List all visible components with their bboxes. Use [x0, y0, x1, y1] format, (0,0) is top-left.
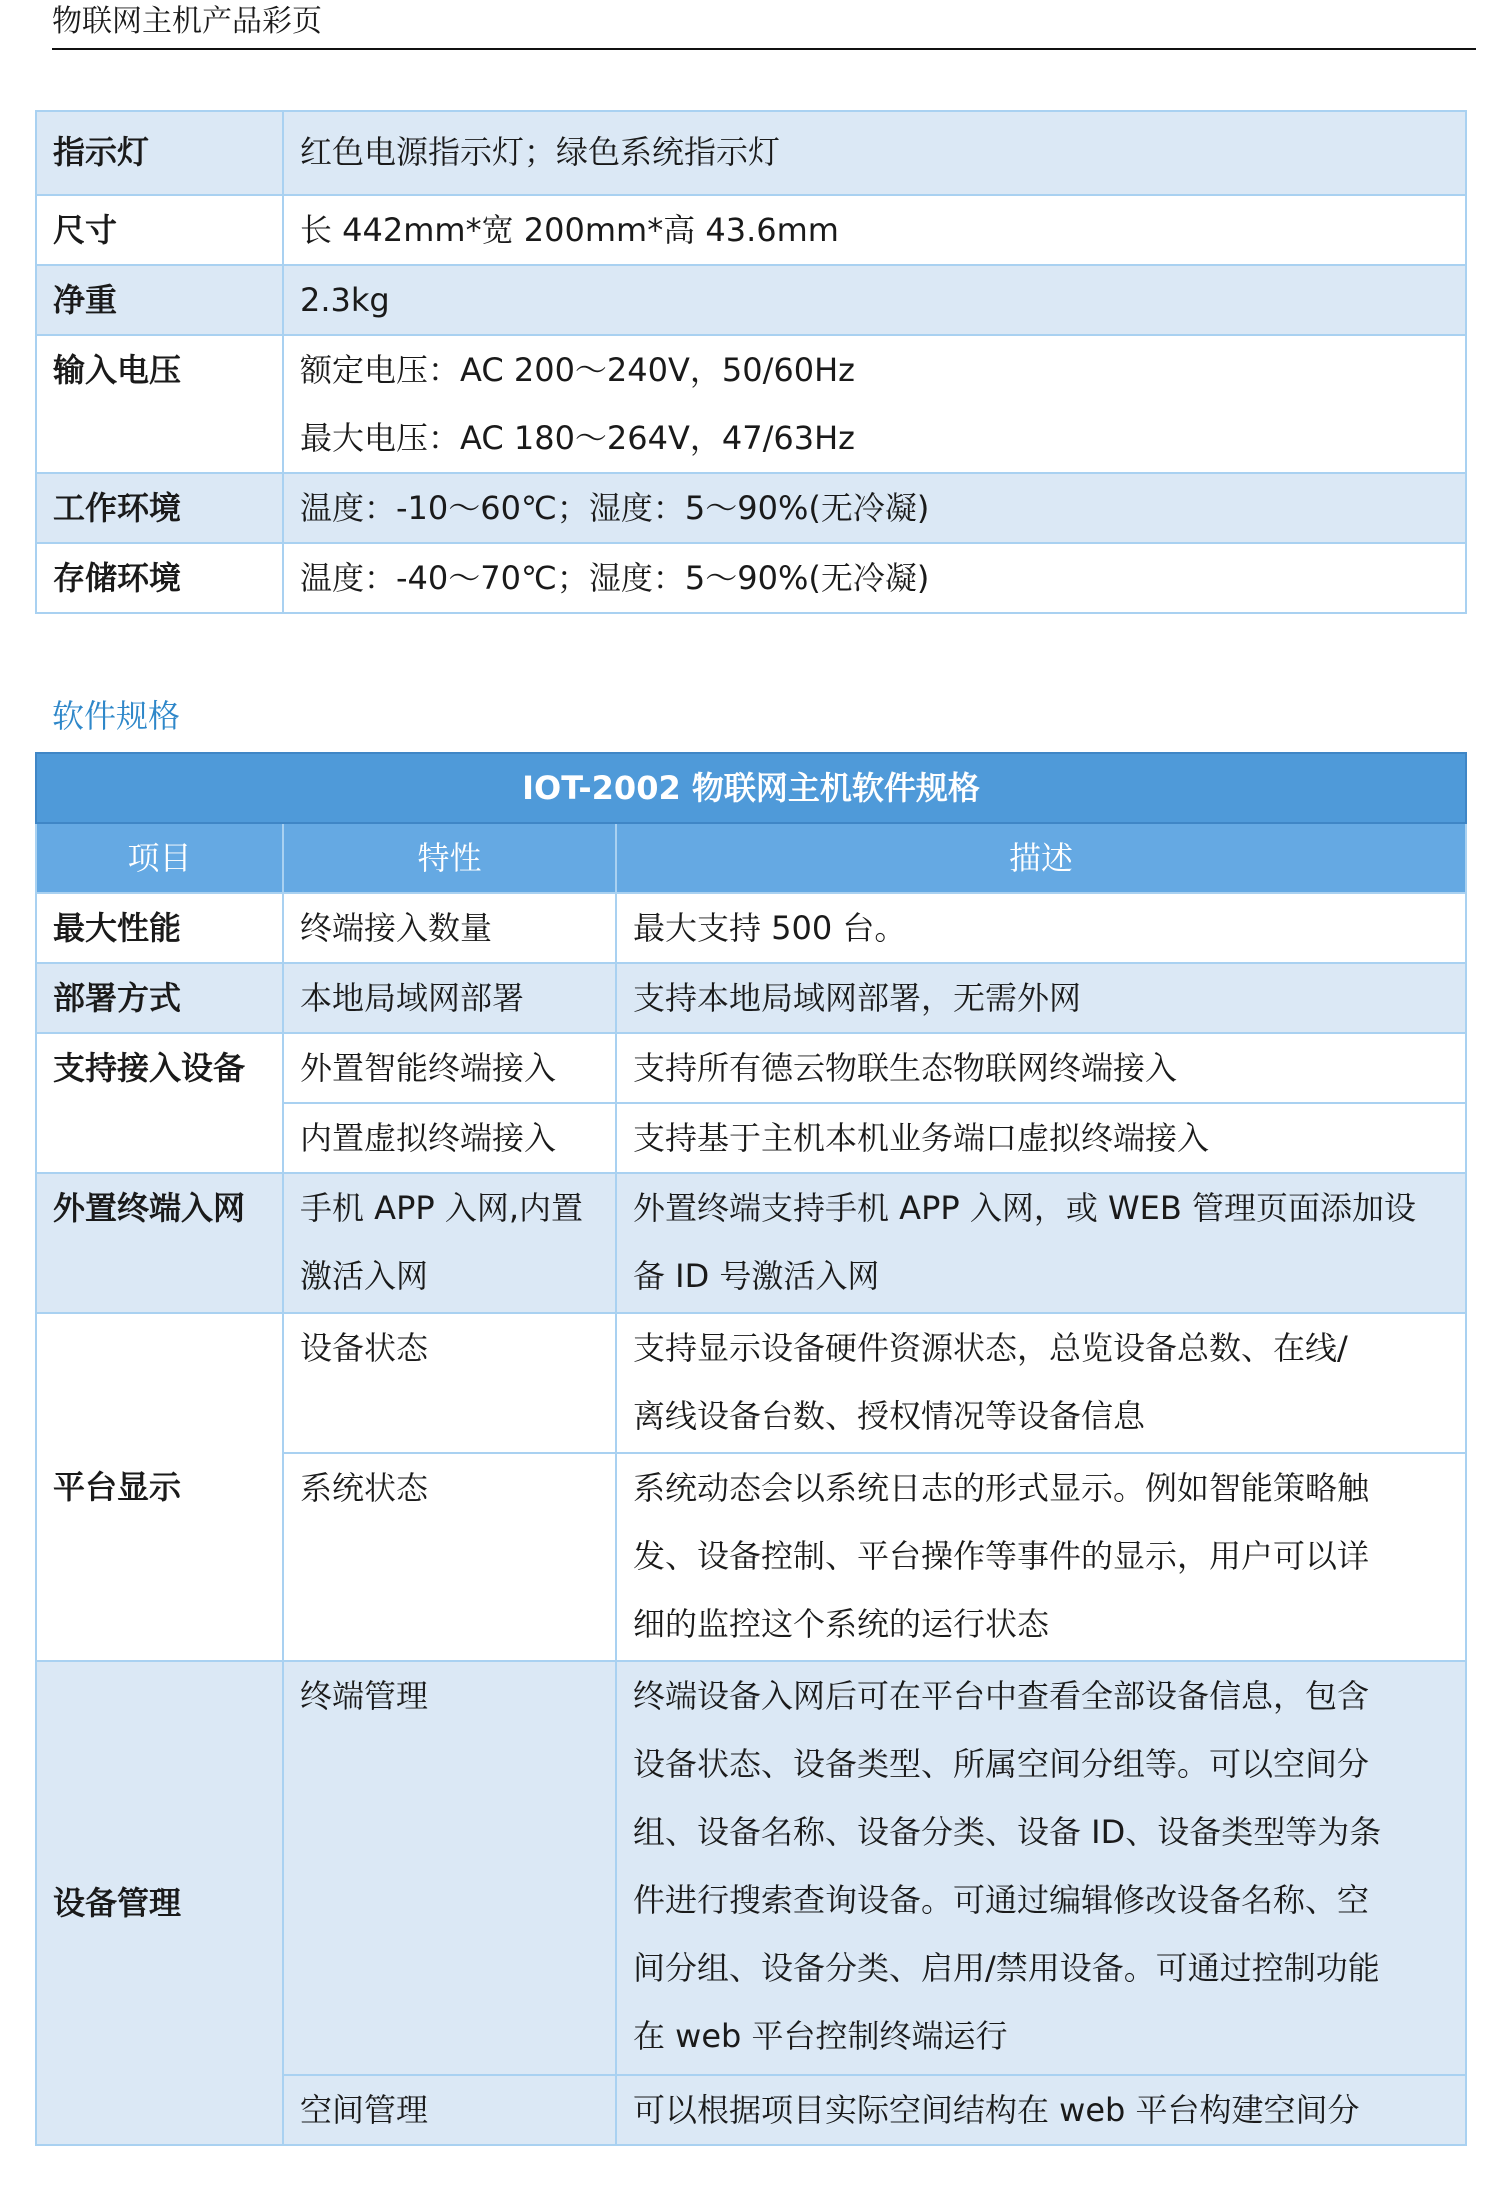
- table-row: [36, 265, 1466, 335]
- item-cell: 支持接入设备: [36, 1033, 283, 1173]
- feature-cell: 终端管理: [283, 1661, 616, 2075]
- table-header-row: [36, 823, 1466, 893]
- column-header-description: 描述: [616, 823, 1466, 893]
- spec-value: 长 442mm*宽 200mm*高 43.6mm: [283, 195, 1466, 265]
- feature-line: 激活入网: [300, 1257, 429, 1295]
- table-row: [36, 963, 1466, 1033]
- table-row: [36, 473, 1466, 543]
- item-cell: 平台显示: [36, 1313, 283, 1661]
- software-spec-table: [35, 752, 1467, 2146]
- spec-value: 温度：-40～70℃；湿度：5～90%(无冷凝): [283, 543, 1466, 613]
- description-cell: 支持本地局域网部署，无需外网: [616, 963, 1466, 1033]
- table-row: [36, 195, 1466, 265]
- section-title-software: 软件规格: [52, 697, 181, 735]
- description-line: 设备状态、设备类型、所属空间分组等。可以空间分: [633, 1745, 1370, 1783]
- description-cell: [616, 1453, 1466, 1661]
- description-line: 组、设备名称、设备分类、设备 ID、设备类型等为条: [633, 1813, 1382, 1851]
- spec-value: 温度：-10～60℃；湿度：5～90%(无冷凝): [283, 473, 1466, 543]
- spec-value-line: 额定电压：AC 200～240V，50/60Hz: [300, 351, 855, 389]
- table-row: [36, 543, 1466, 613]
- spec-value: 2.3kg: [283, 265, 1466, 335]
- description-line: 间分组、设备分类、启用/禁用设备。可通过控制功能: [633, 1949, 1380, 1987]
- feature-cell: 空间管理: [283, 2075, 616, 2145]
- page-header: [52, 0, 1476, 50]
- item-cell: 设备管理: [36, 1661, 283, 2145]
- description-line: 件进行搜索查询设备。可通过编辑修改设备名称、空: [633, 1881, 1370, 1919]
- description-line: 备 ID 号激活入网: [633, 1257, 880, 1295]
- table-row: [36, 111, 1466, 195]
- table-row: [36, 335, 1466, 473]
- hardware-spec-table: [35, 110, 1467, 614]
- description-line: 支持显示设备硬件资源状态，总览设备总数、在线/: [633, 1329, 1348, 1367]
- item-cell: 部署方式: [36, 963, 283, 1033]
- item-cell: 最大性能: [36, 893, 283, 963]
- table-title-row: [36, 753, 1466, 823]
- item-cell: 外置终端入网: [36, 1173, 283, 1313]
- table-row: [36, 1661, 1466, 2075]
- table-row: [36, 1033, 1466, 1103]
- table-title: IOT-2002 物联网主机软件规格: [36, 753, 1466, 823]
- description-line: 离线设备台数、授权情况等设备信息: [633, 1397, 1146, 1435]
- description-cell: 可以根据项目实际空间结构在 web 平台构建空间分: [616, 2075, 1466, 2145]
- page-header-title: 物联网主机产品彩页: [52, 4, 322, 39]
- column-header-item: 项目: [36, 823, 283, 893]
- spec-label: 尺寸: [36, 195, 283, 265]
- spec-value: 红色电源指示灯；绿色系统指示灯: [283, 111, 1466, 195]
- table-row: [36, 1313, 1466, 1453]
- spec-label: 指示灯: [36, 111, 283, 195]
- feature-cell: 设备状态: [283, 1313, 616, 1453]
- spec-label: 输入电压: [36, 335, 283, 473]
- table-row: [36, 1173, 1466, 1313]
- description-line: 细的监控这个系统的运行状态: [633, 1605, 1050, 1643]
- column-header-feature: 特性: [283, 823, 616, 893]
- spec-value-line: 最大电压：AC 180～264V，47/63Hz: [300, 419, 855, 457]
- description-cell: [616, 1313, 1466, 1453]
- description-cell: [616, 1173, 1466, 1313]
- feature-line: 手机 APP 入网,内置: [300, 1189, 584, 1227]
- feature-cell: 外置智能终端接入: [283, 1033, 616, 1103]
- table-row: [36, 893, 1466, 963]
- spec-value: [283, 335, 1466, 473]
- feature-cell: 内置虚拟终端接入: [283, 1103, 616, 1173]
- feature-cell: [283, 1173, 616, 1313]
- spec-label: 存储环境: [36, 543, 283, 613]
- description-line: 终端设备入网后可在平台中查看全部设备信息，包含: [633, 1677, 1370, 1715]
- description-line: 在 web 平台控制终端运行: [633, 2017, 1008, 2055]
- feature-cell: 本地局域网部署: [283, 963, 616, 1033]
- spec-label: 净重: [36, 265, 283, 335]
- description-line: 发、设备控制、平台操作等事件的显示，用户可以详: [633, 1537, 1370, 1575]
- description-cell: [616, 1661, 1466, 2075]
- description-cell: 最大支持 500 台。: [616, 893, 1466, 963]
- description-cell: 支持所有德云物联生态物联网终端接入: [616, 1033, 1466, 1103]
- description-line: 系统动态会以系统日志的形式显示。例如智能策略触: [633, 1469, 1370, 1507]
- description-line: 外置终端支持手机 APP 入网，或 WEB 管理页面添加设: [633, 1189, 1416, 1227]
- feature-cell: 系统状态: [283, 1453, 616, 1661]
- spec-label: 工作环境: [36, 473, 283, 543]
- description-cell: 支持基于主机本机业务端口虚拟终端接入: [616, 1103, 1466, 1173]
- feature-cell: 终端接入数量: [283, 893, 616, 963]
